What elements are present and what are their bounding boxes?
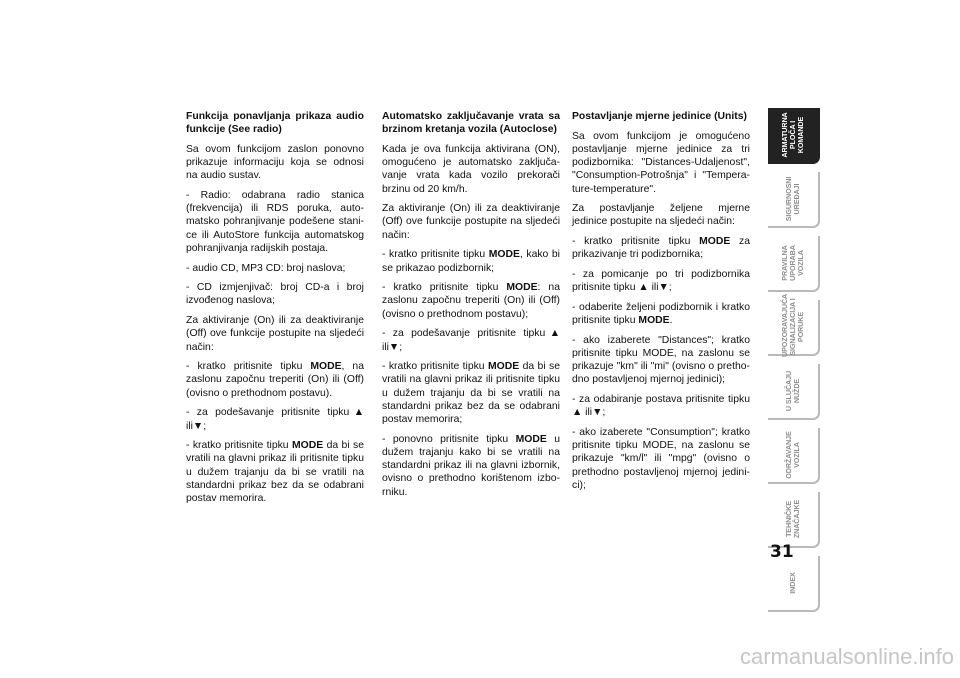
chapter-tab-label: ARMATURNA PLOČA I KOMANDE [780, 112, 805, 158]
text-fragment: , kako bi se prikazao podizbornik; [382, 249, 560, 274]
text-fragment: - kratko pritisnite tipku [382, 361, 488, 373]
paragraph: - za odabiranje postava pritisnite tipku ▲ ili▼; [572, 394, 750, 419]
key-name: MODE [506, 282, 538, 294]
chapter-tab-label: SIGURNOSNI UREĐAJI [784, 176, 801, 222]
key-name: MODE [638, 315, 670, 327]
paragraph: - ako izaberete "Consumption"; kratko pritisnite tipku MODE, na zaslonu se prikazuje "km/l" ili "mpg" (ovisno o prethodno postavljenoj mjernoj jedini-ci); [572, 427, 750, 491]
paragraph: Za postavljanje željene mjerne jedinice postupite na sljedeći način: [572, 203, 750, 228]
text-fragment: - ponovno pritisnite tipku [382, 433, 516, 445]
text-fragment: - odaberite željeni podizbornik i kratko pritisnite tipku [572, 301, 750, 327]
text-fragment: - kratko pritisnite tipku [186, 440, 292, 452]
text-fragment: - kratko pritisnite tipku [382, 249, 489, 261]
paragraph: - CD izmjenjivač: broj CD-a i broj izvođenog naslova; [186, 282, 364, 307]
chapter-tab[interactable] [768, 236, 820, 292]
paragraph [382, 360, 560, 426]
text-column-1 [186, 110, 364, 512]
text-fragment: za prikazivanje tri podizbornika; [572, 236, 750, 261]
paragraph: Sa ovom funkcijom je omogućeno postavljanje mjerne jedinice za tri podizbornika: "Distances-Udaljenost", "Consumption-Potrošnja" i "Tempera-ture-temperature". [572, 130, 750, 195]
text-fragment: , na zaslonu započnu treperiti (On) ili (Off) (ovisno o prethodnom postavu). [186, 361, 364, 399]
text-fragment: - kratko pritisnite tipku [382, 282, 507, 294]
paragraph: Sa ovom funkcijom zaslon ponovno prikazuje informaciju koja se odnosi na audio sustav. [186, 143, 364, 182]
chapter-tab[interactable] [768, 172, 820, 228]
paragraph: Kada je ova funkcija aktivirana (ON), omogućeno je automatsko zaključa-vanje vrata kada vozilo prekorači brzinu od 20 km/h. [382, 143, 560, 195]
section-heading: Funkcija ponavljanja prikaza audio funkcije (See radio) [186, 111, 364, 136]
section-heading: Automatsko zaključavanje vrata sa brzinom kretanja vozila (Autoclose) [382, 111, 560, 136]
chapter-tab-label: TEHNIČKE ZNAČAJKE [784, 499, 801, 539]
chapter-tab-label: UPOZORAVAJUĆA SIGNALIZACIJA I PORUKE [780, 293, 805, 357]
text-column-2 [382, 110, 560, 505]
paragraph [186, 439, 364, 505]
text-fragment: u dužem trajanju kako bi se vratili na standardni prikaz ili na glavni izbornik, ovisno o prethodno korištenom izbo-rniku. [382, 433, 561, 498]
chapter-tab[interactable] [768, 364, 820, 420]
section-heading: Postavljanje mjerne jedinice (Units) [572, 111, 747, 122]
chapter-tab[interactable] [768, 492, 820, 548]
paragraph [186, 360, 364, 400]
chapter-tab[interactable] [768, 428, 820, 484]
key-name: MODE [515, 433, 547, 445]
text-fragment: da bi se vratili na glavni prikaz ili pritisnite tipku u dužem trajanju da bi se vratili na standardni prikaz bez da se odabrani postav memorira. [186, 440, 365, 505]
chapter-tab[interactable] [768, 108, 820, 164]
text-fragment: . [669, 315, 673, 327]
chapter-tab[interactable] [768, 293, 820, 357]
paragraph [382, 433, 560, 499]
watermark: carmanualsonline.info [739, 644, 954, 669]
paragraph: - za pomicanje po tri podizbornika pritisnite tipku ▲ ili▼; [572, 269, 750, 294]
paragraph [572, 235, 750, 261]
paragraph: - audio CD, MP3 CD: broj naslova; [186, 262, 346, 274]
paragraph: Za aktiviranje (On) ili za deaktiviranje (Off) ove funkcije postupite na sljedeći način: [382, 203, 560, 241]
paragraph: - za podešavanje pritisnite tipku▲ ili▼; [382, 328, 560, 353]
page-number: 31 [770, 542, 794, 562]
paragraph [382, 281, 560, 321]
chapter-tab[interactable] [768, 556, 820, 612]
text-column-3 [572, 110, 750, 499]
paragraph [572, 301, 750, 327]
text-fragment: - kratko pritisnite tipku [572, 236, 700, 248]
chapter-tab-label: PRAVILNA UPORABA VOZILA [780, 245, 805, 281]
paragraph [382, 248, 560, 274]
text-fragment: : na zaslonu započnu treperiti (On) ili (Off) (ovisno o prethodnom postavu); [382, 282, 560, 320]
chapter-tab-label: U SLUČAJU NUŽDE [784, 370, 801, 412]
key-name: MODE [488, 361, 520, 373]
key-name: MODE [488, 249, 520, 261]
paragraph: - ako izaberete "Distances"; kratko pritisnite tipku MODE, na zaslonu se prikazuje "km" ili "mi" (ovisno o pretho-dno postavljenoj mjernoj jedinici); [572, 334, 750, 386]
key-name: MODE [310, 361, 342, 373]
text-fragment: - kratko pritisnite tipku [186, 361, 311, 373]
text-fragment: da bi se vratili na glavni prikaz ili pritisnite tipku u dužem trajanju da bi se vratili na standardni prikaz bez da se odabrani postav memorira; [382, 361, 561, 426]
paragraph: - za podešavanje pritisnite tipku▲ ili▼; [186, 407, 364, 432]
paragraph: - Radio: odabrana radio stanica (frekvencija) ili RDS poruka, auto-matsko pohranjivanje podešene stani-ce ili AutoStore funkcija automatskog pohranjivanja radijskih postaja. [186, 190, 364, 254]
chapter-tab-label: INDEX [788, 572, 797, 594]
key-name: MODE [292, 440, 324, 452]
key-name: MODE [699, 236, 731, 248]
chapter-tab-label: ODRŽAVANJE VOZILA [784, 431, 801, 479]
paragraph: Za aktiviranje (On) ili za deaktiviranje (Off) ove funkcije postupite na sljedeći način: [186, 315, 364, 353]
